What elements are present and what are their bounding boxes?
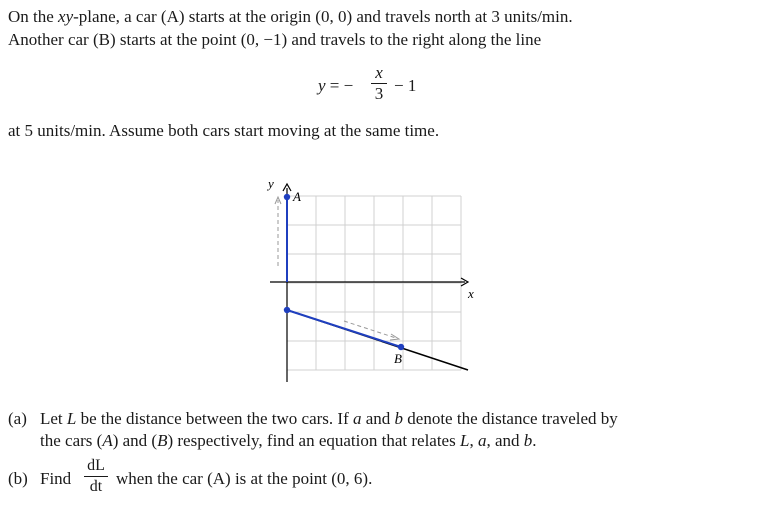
- equation-lhs: y = −: [318, 76, 354, 95]
- math-var: a: [477, 431, 487, 450]
- math-var: L: [66, 409, 77, 428]
- part-b-label: (b): [8, 469, 28, 488]
- car-a-point: [284, 194, 290, 200]
- problem-line-2: Another car (B) starts at the point (0, −1) and travels to the right along the line: [8, 30, 542, 49]
- text-span: denote the distance traveled by: [403, 409, 618, 428]
- math-var: a: [352, 409, 362, 428]
- text-span: ) respectively, find an equation that relates: [167, 431, 460, 450]
- math-var: B: [157, 431, 168, 450]
- y-axis-label: y: [268, 176, 274, 191]
- car-b-point: [398, 344, 404, 350]
- part-b-derivative-fraction: [84, 457, 108, 496]
- car-a-label: A: [293, 189, 301, 204]
- text-span: and: [361, 409, 395, 428]
- text-span: the cars (: [40, 431, 103, 450]
- fraction-denominator: dt: [89, 478, 103, 495]
- math-var: b: [523, 431, 533, 450]
- problem-line-3: at 5 units/min. Assume both cars start moving at the same time.: [8, 121, 440, 140]
- text-span: .: [532, 431, 537, 450]
- text-span: ,: [469, 431, 478, 450]
- grid: [287, 196, 461, 370]
- math-var: L: [459, 431, 470, 450]
- equation-rhs: − 1: [394, 76, 417, 95]
- part-a-label: (a): [8, 409, 27, 428]
- math-var: xy: [58, 7, 74, 26]
- fraction-numerator: dL: [87, 457, 105, 474]
- fraction-bar: [84, 476, 108, 477]
- fraction-denominator: 3: [374, 84, 384, 103]
- part-a-line-1: [40, 408, 618, 430]
- text-span: ) and (: [112, 431, 158, 450]
- text-span: -plane, a car (A) starts at the origin (0, 0) and travels north at 3 units/min.: [73, 7, 573, 26]
- car-b-motion-dashed: [344, 321, 396, 338]
- text-span: Let: [40, 409, 67, 428]
- text-span: , and: [486, 431, 524, 450]
- fraction-numerator: x: [375, 63, 383, 82]
- part-a-line-2: [40, 430, 537, 452]
- text-span: On the: [8, 7, 59, 26]
- part-b-find: Find: [40, 469, 72, 488]
- math-var: b: [394, 409, 404, 428]
- coordinate-figure: [258, 172, 488, 384]
- line-equation: [318, 64, 458, 108]
- car-b-label: B: [394, 351, 402, 366]
- problem-line-1: [8, 6, 573, 28]
- part-b-rest: when the car (A) is at the point (0, 6).: [116, 469, 373, 488]
- text-span: be the distance between the two cars. If: [76, 409, 353, 428]
- equation-fraction: [371, 64, 387, 103]
- x-axis-label: x: [468, 286, 474, 301]
- math-var: A: [102, 431, 113, 450]
